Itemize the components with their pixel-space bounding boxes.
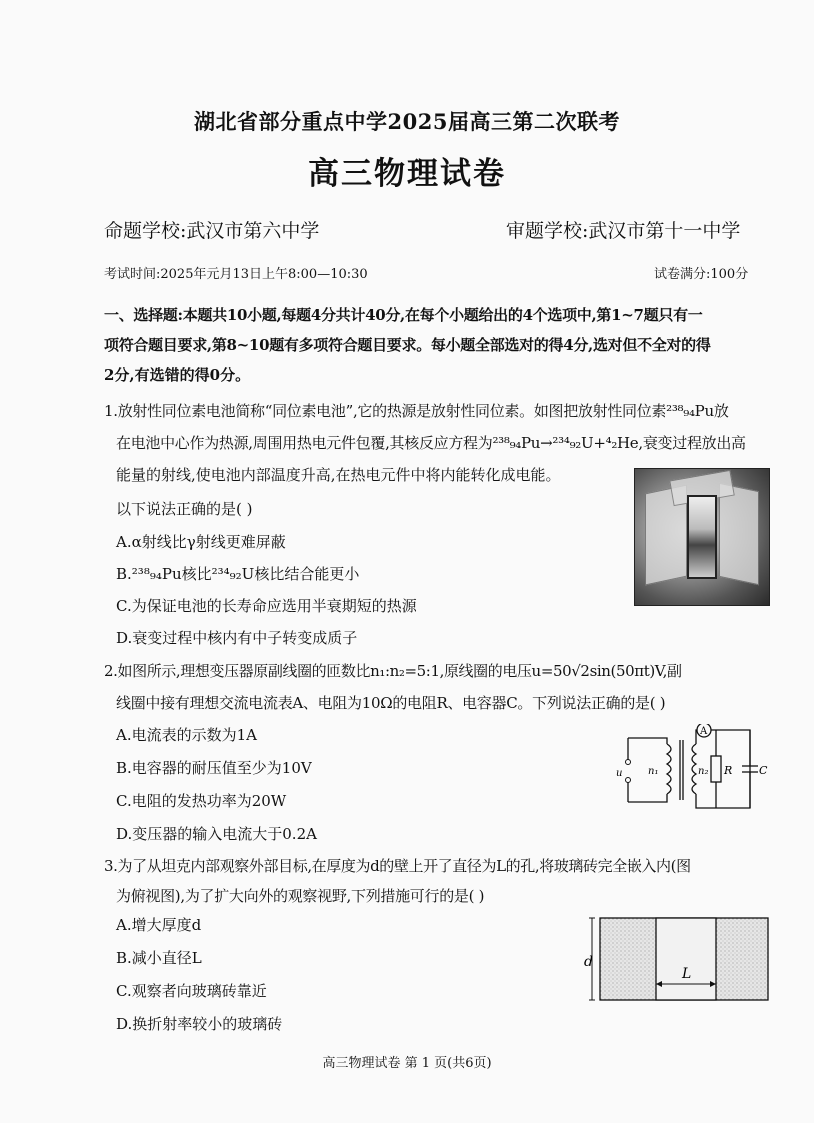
q1-stem: 以下说法正确的是( ) <box>116 500 253 518</box>
full-score: 试卷满分:100分 <box>654 267 749 282</box>
setter-school: 命题学校:武汉市第六中学 <box>104 220 320 242</box>
q1-option-b: B.²³⁸₉₄Pu核比²³⁴₉₂U核比结合能更小 <box>116 565 360 583</box>
q3-option-c: C.观察者向玻璃砖靠近 <box>116 982 267 1000</box>
q1-option-c: C.为保证电池的长寿命应选用半衰期短的热源 <box>116 597 417 615</box>
q3-option-b: B.减小直径L <box>116 949 202 967</box>
q3-line2: 为俯视图),为了扩大向外的观察视野,下列措施可行的是( ) <box>116 887 485 905</box>
thickness-label: d <box>584 954 593 970</box>
q1-line2: 在电池中心作为热源,周围用热电元件包覆,其核反应方程为²³⁸₉₄Pu→²³⁴₉₂U+⁴₂He,衰变过程放出高 <box>116 434 746 452</box>
isotope-battery-photo <box>634 468 770 606</box>
page-footer: 高三物理试卷 第 1 页(共6页) <box>322 1056 492 1071</box>
capacitor-label: C <box>759 764 768 777</box>
diameter-label: L <box>682 966 692 982</box>
q3-line1: 3.为了从坦克内部观察外部目标,在厚度为d的壁上开了直径为L的孔,将玻璃砖完全嵌入内(图 <box>104 857 691 875</box>
section-intro-line2: 项符合题目要求,第8~10题有多项符合题目要求。每小题全部选对的得4分,选对但不全对的得 <box>104 336 711 354</box>
voltage-label: u <box>616 768 623 779</box>
q1-line3: 能量的射线,使电池内部温度升高,在热电元件中将内能转化成电能。 <box>116 466 561 484</box>
q2-option-c: C.电阻的发热功率为20W <box>116 792 287 810</box>
ammeter-label: A <box>700 726 708 737</box>
transformer-circuit-diagram <box>612 724 772 814</box>
q2-line2: 线圈中接有理想交流电流表A、电阻为10Ω的电阻R、电容器C。下列说法正确的是( ) <box>116 694 666 712</box>
subject-title: 高三物理试卷 <box>308 156 506 192</box>
exam-title: 湖北省部分重点中学2025届高三第二次联考 <box>194 109 620 134</box>
glass-brick-figure <box>584 914 770 1004</box>
q2-line1: 2.如图所示,理想变压器原副线圈的匝数比n₁:n₂=5:1,原线圈的电压u=50√2sin(50πt)V,副 <box>104 662 682 680</box>
n1-label: n₁ <box>648 766 659 777</box>
q1-option-d: D.衰变过程中核内有中子转变成质子 <box>116 629 358 647</box>
q1-line1: 1.放射性同位素电池简称“同位素电池”,它的热源是放射性同位素。如图把放射性同位素²³⁸₉₄Pu放 <box>104 402 729 420</box>
reviewer-school: 审题学校:武汉市第十一中学 <box>506 220 741 242</box>
q3-option-d: D.换折射率较小的玻璃砖 <box>116 1015 283 1033</box>
section-intro-line3: 2分,有选错的得0分。 <box>104 366 251 384</box>
q2-option-d: D.变压器的输入电流大于0.2A <box>116 825 317 843</box>
q2-option-b: B.电容器的耐压值至少为10V <box>116 759 312 777</box>
q1-option-a: A.α射线比γ射线更难屏蔽 <box>116 533 286 551</box>
n2-label: n₂ <box>698 766 709 777</box>
section-intro-line1: 一、选择题:本题共10小题,每题4分共计40分,在每个小题给出的4个选项中,第1~7题只有一 <box>104 306 703 324</box>
exam-time: 考试时间:2025年元月13日上午8:00—10:30 <box>104 267 368 282</box>
resistor-label: R <box>724 764 733 777</box>
q3-option-a: A.增大厚度d <box>116 916 202 934</box>
q2-option-a: A.电流表的示数为1A <box>116 726 257 744</box>
